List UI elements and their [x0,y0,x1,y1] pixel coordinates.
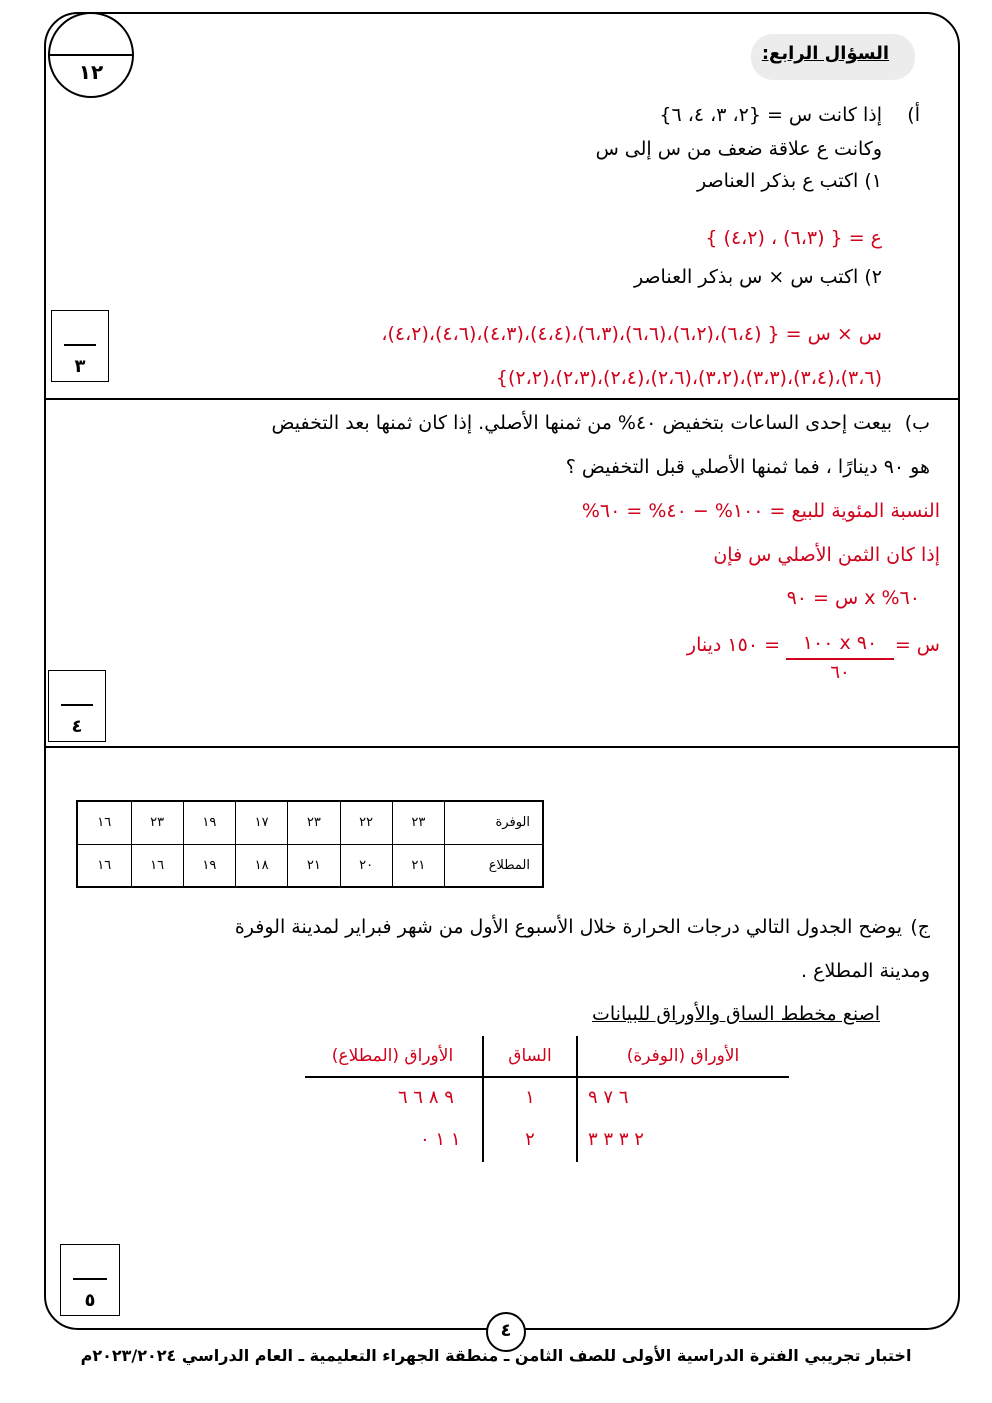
fraction-numerator: ٩٠ x ١٠٠ [802,632,878,654]
table-cell: ١٦ [131,844,183,887]
table-cell: ٢١ [392,844,444,887]
part-a-answer2-line2: (٣،٦)،(٣،٤)،(٣،٣)،(٣،٢)،(٢،٦)،(٢،٤)،(٢،٣)،(٢،٢)} [495,367,882,389]
table-cell: ٢١ [288,844,340,887]
leaves-wafra-row2: ٢ ٣ ٣ ٣ [588,1129,644,1150]
part-a-q1: ١) اكتب ع بذكر العناصر [696,170,882,192]
part-b-answer3: ٦٠% x س = ٩٠ [786,587,920,609]
part-c-score-box [60,1244,120,1316]
temperature-table [76,800,544,888]
header-leaves-wafra: الأوراق (الوفرة) [626,1046,740,1066]
total-score-circle [48,12,134,98]
row-label: الوفرة [445,801,544,844]
plot-divider [576,1036,578,1162]
part-a-answer2-line1: س × س = { (٦،٤)،(٦،٢)،(٦،٦)،(٦،٣)،(٤،٤)،(٤،٣)،(٤،٦)،(٤،٢)، [381,323,882,345]
table-row [77,801,543,844]
score-line [64,344,96,346]
row-label: المطلاع [445,844,544,887]
header-leaves-mutla: الأوراق (المطلاع) [331,1046,454,1066]
part-a-line2: وكانت ع علاقة ضعف من س إلى س [595,138,882,160]
table-cell: ٢٣ [288,801,340,844]
table-cell: ١٦ [77,801,131,844]
fraction-bar [786,658,894,660]
part-a-q2: ٢) اكتب س × س بذكر العناصر [633,266,882,288]
header-stem: الساق [508,1046,552,1066]
table-cell: ١٩ [183,844,235,887]
part-a-answer1: ع = { (٦،٣) ، (٤،٢) } [705,227,882,249]
leaves-mutla-row2: ١ ١ ٠ [420,1129,461,1150]
part-b-label: ب) [904,412,930,434]
score-line [73,1278,107,1280]
part-b-answer1: النسبة المئوية للبيع = ١٠٠% − ٤٠% = ٦٠% [581,500,940,522]
table-cell: ١٦ [77,844,131,887]
table-cell: ٢٠ [340,844,392,887]
part-c-label: ج) [910,916,930,938]
part-c-line2: ومدينة المطلاع . [801,960,930,982]
table-cell: ١٩ [183,801,235,844]
table-cell: ١٨ [236,844,288,887]
leaves-wafra-row1: ٦ ٧ ٩ [588,1087,629,1108]
part-a-label: أ) [907,104,920,126]
part-b-answer4-rhs: = ١٥٠ دينار [686,634,780,656]
stem-row2: ٢ [525,1129,535,1150]
footer-text: اختبار تجريبي الفترة الدراسية الأولى للصف الثامن ـ منطقة الجهراء التعليمية ـ العام الدراسي ٢٠٢٣/٢٠٢٤م [80,1346,912,1365]
plot-header-line [305,1076,789,1078]
page-number: ٤ [486,1312,526,1352]
part-c-instruction: اصنع مخطط الساق والأوراق للبيانات [592,1003,880,1025]
fraction-denominator: ٦٠ [830,662,850,683]
leaves-mutla-row1: ٩ ٨ ٦ ٦ [398,1087,454,1108]
plot-divider [482,1036,484,1162]
part-a-score-box [51,310,109,382]
part-c-score: ٥ [84,1290,96,1311]
stem-row1: ١ [525,1087,535,1108]
table-cell: ٢٢ [340,801,392,844]
part-a-line1: إذا كانت س = {٢، ٣، ٤، ٦} [659,104,882,126]
score-line [61,704,93,706]
part-b-answer4-lhs: س = [894,634,940,656]
question-title-badge [751,34,915,80]
part-b-score: ٤ [71,716,83,737]
table-cell: ١٧ [236,801,288,844]
part-c-line1: يوضح الجدول التالي درجات الحرارة خلال الأسبوع الأول من شهر فبراير لمدينة الوفرة [234,916,902,938]
part-b-line2: هو ٩٠ دينارًا ، فما ثمنها الأصلي قبل التخفيض ؟ [565,456,930,478]
table-row [77,844,543,887]
table-cell: ٢٣ [131,801,183,844]
total-score: ١٢ [78,60,104,84]
question-title: السؤال الرابع: [761,43,889,64]
table-cell: ٢٣ [392,801,444,844]
part-a-score: ٣ [74,356,86,377]
part-b-answer2: إذا كان الثمن الأصلي س فإن [713,544,940,566]
section-divider [44,398,960,400]
part-b-line1: بيعت إحدى الساعات بتخفيض ٤٠% من ثمنها الأصلي. إذا كان ثمنها بعد التخفيض [271,412,892,434]
part-b-score-box [48,670,106,742]
section-divider [44,746,960,748]
score-divider [50,54,132,56]
